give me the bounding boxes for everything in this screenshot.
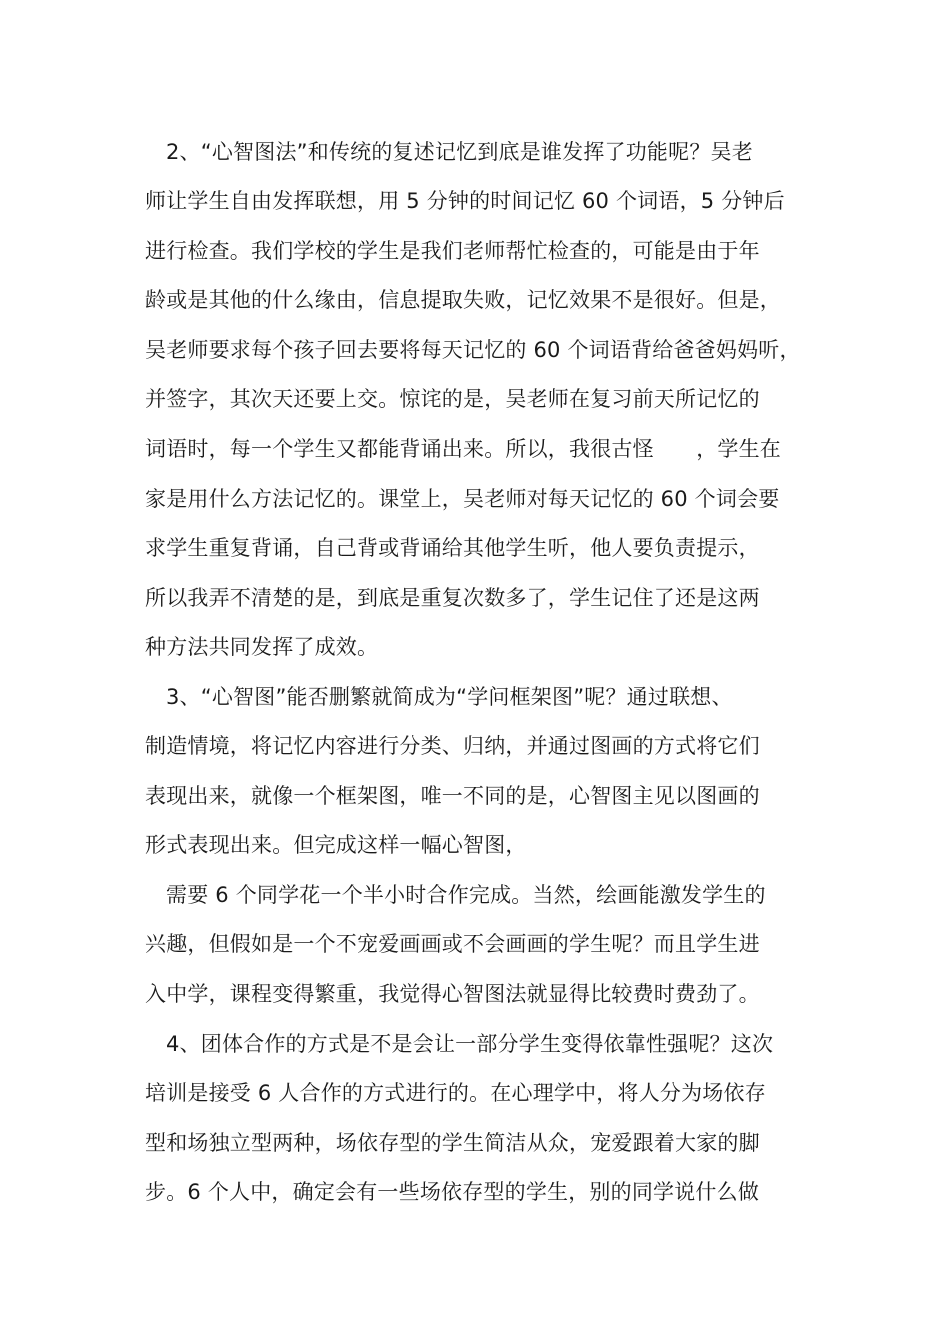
text-line: 词语时，每一个学生又都能背诵出来。所以，我很古怪 ，学生在	[145, 437, 781, 461]
text-line: 需要 6 个同学花一个半小时合作完成。当然，绘画能激发学生的	[166, 883, 766, 907]
text-line: 求学生重复背诵，自己背或背诵给其他学生听，他人要负责提示，	[145, 536, 760, 560]
text-line: 入中学，课程变得繁重，我觉得心智图法就显得比较费时费劲了。	[145, 982, 760, 1006]
text-line: 4、团体合作的方式是不是会让一部分学生变得依靠性强呢？这次	[166, 1032, 774, 1056]
text-line: 3、“心智图”能否删繁就简成为“学问框架图”呢？通过联想、	[166, 685, 733, 709]
text-line: 型和场独立型两种，场依存型的学生简洁从众，宠爱跟着大家的脚	[145, 1131, 760, 1155]
text-line: 兴趣，但假如是一个不宠爱画画或不会画画的学生呢？而且学生进	[145, 932, 760, 956]
text-line: 种方法共同发挥了成效。	[145, 635, 379, 659]
text-line: 形式表现出来。但完成这样一幅心智图，	[145, 833, 527, 857]
text-line: 2、“心智图法”和传统的复述记忆到底是谁发挥了功能呢？吴老	[166, 140, 753, 164]
text-line: 并签字，其次天还要上交。惊诧的是，吴老师在复习前天所记忆的	[145, 387, 760, 411]
text-line: 所以我弄不清楚的是，到底是重复次数多了，学生记住了还是这两	[145, 586, 760, 610]
text-line: 步。6 个人中，确定会有一些场依存型的学生，别的同学说什么做	[145, 1180, 760, 1204]
text-line: 表现出来，就像一个框架图，唯一不同的是，心智图主见以图画的	[145, 784, 760, 808]
text-line: 培训是接受 6 人合作的方式进行的。在心理学中，将人分为场依存	[145, 1081, 766, 1105]
text-line: 吴老师要求每个孩子回去要将每天记忆的 60 个词语背给爸爸妈妈听，	[145, 338, 801, 362]
text-line: 进行检查。我们学校的学生是我们老师帮忙检查的，可能是由于年	[145, 239, 760, 263]
text-line: 龄或是其他的什么缘由，信息提取失败，记忆效果不是很好。但是，	[145, 288, 781, 312]
text-line: 家是用什么方法记忆的。课堂上，吴老师对每天记忆的 60 个词会要	[145, 487, 780, 511]
text-line: 师让学生自由发挥联想，用 5 分钟的时间记忆 60 个词语，5 分钟后	[145, 189, 785, 213]
text-line: 制造情境，将记忆内容进行分类、归纳，并通过图画的方式将它们	[145, 734, 760, 758]
